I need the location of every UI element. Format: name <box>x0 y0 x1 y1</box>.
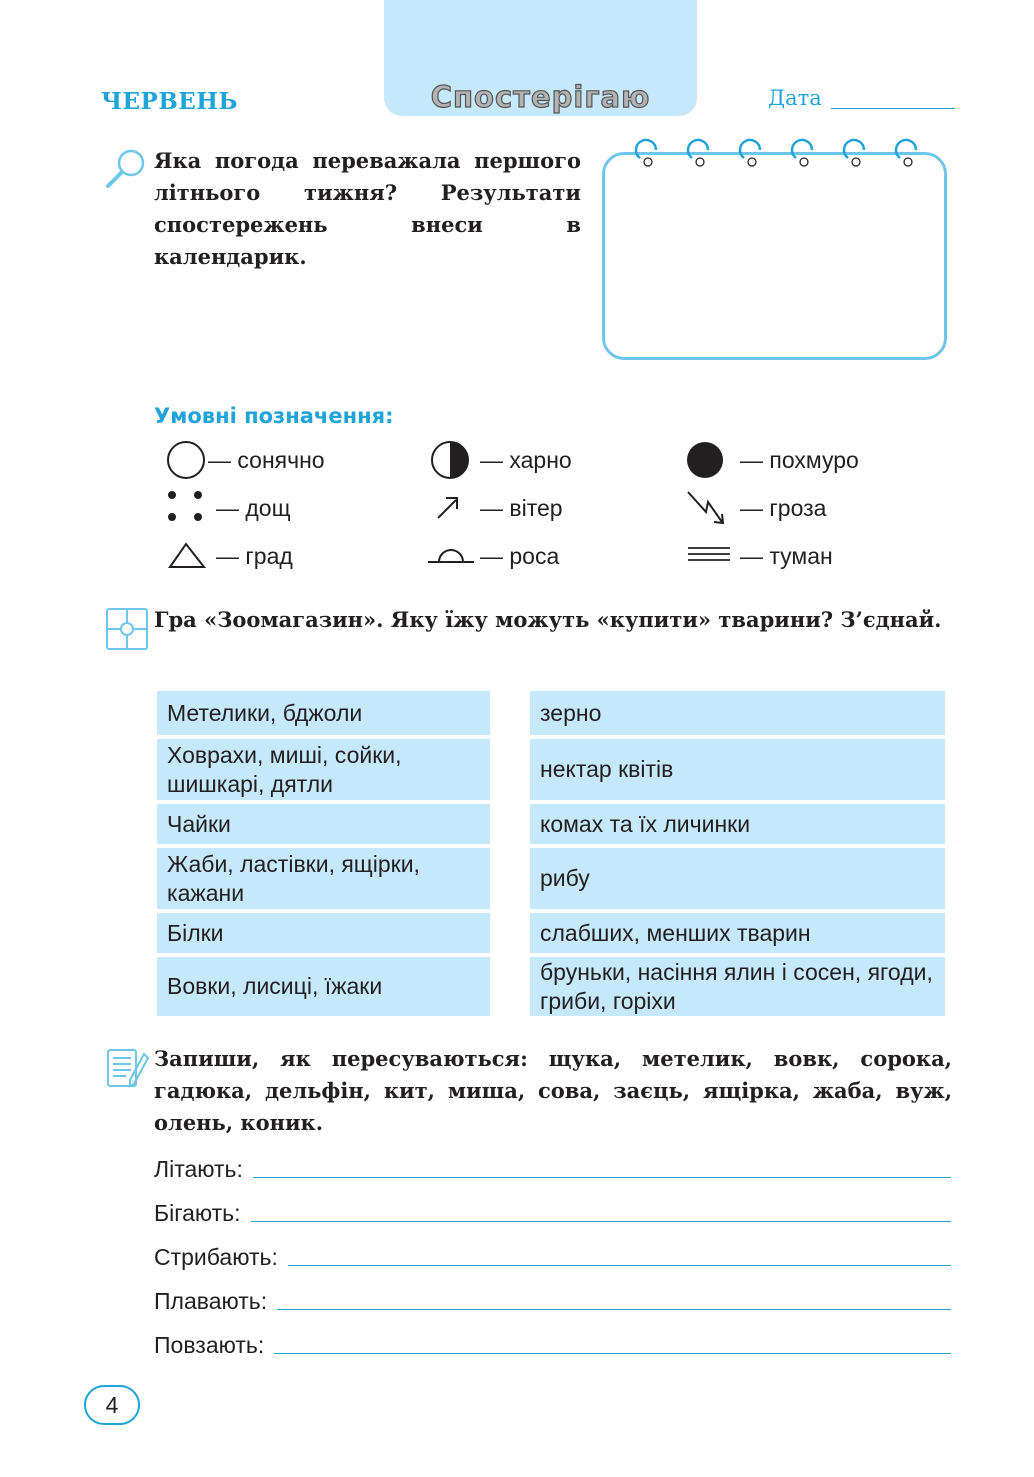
answer-row-fly <box>154 1156 951 1183</box>
animal-cell[interactable]: Метелики, бджоли <box>157 691 490 735</box>
answer-label: Літають: <box>154 1156 243 1182</box>
answer-input[interactable] <box>253 1177 951 1178</box>
legend-title: Умовні позначення: <box>154 404 394 428</box>
notebook-pencil-icon <box>104 1046 150 1092</box>
answer-label: Повзають: <box>154 1332 265 1358</box>
food-cell[interactable]: зерно <box>530 691 945 735</box>
legend-item-dew <box>426 536 559 576</box>
puzzle-icon <box>104 606 150 652</box>
legend-item-cloudy <box>686 440 859 480</box>
answer-input[interactable] <box>274 1353 951 1354</box>
answer-row-crawl <box>154 1332 951 1359</box>
legend-label: — гроза <box>740 494 827 521</box>
calendar-rings <box>630 132 920 174</box>
legend-label: — дощ <box>216 494 291 521</box>
answer-row-jump <box>154 1244 951 1271</box>
month-label: ЧЕРВЕНЬ <box>101 88 239 115</box>
legend-label: — туман <box>740 542 833 569</box>
wind-arrow-icon <box>430 488 480 528</box>
half-circle-icon <box>430 440 480 480</box>
task3-text: Запиши, як пересуваються: щука, метелик, вовк, сорока, гадюка, дельфін, кит, миша, сова, заєць, ящірка, жаба, вуж, олень, коник. <box>154 1046 952 1135</box>
answer-input[interactable] <box>288 1265 951 1266</box>
page-number: 4 <box>84 1385 140 1425</box>
magnifier-icon <box>104 145 150 191</box>
animal-cell[interactable]: Ховрахи, миші, сойки, шишкарі, дятли <box>157 739 490 800</box>
calendar-frame[interactable] <box>602 152 947 360</box>
date-field[interactable] <box>831 108 955 109</box>
legend-label: — град <box>216 542 293 569</box>
filled-circle-icon <box>686 440 740 480</box>
answer-input[interactable] <box>251 1221 951 1222</box>
answer-row-swim <box>154 1288 951 1315</box>
animal-cell[interactable]: Білки <box>157 913 490 953</box>
answer-label: Плавають: <box>154 1288 268 1314</box>
legend-label: — роса <box>480 542 560 569</box>
fog-lines-icon <box>686 536 740 576</box>
answer-input[interactable] <box>277 1309 951 1310</box>
legend-item-rain <box>166 488 291 528</box>
legend-item-fog <box>686 536 833 576</box>
rain-dots-icon <box>166 488 216 528</box>
date-label: Дата <box>768 86 822 110</box>
answer-label: Стрибають: <box>154 1244 278 1270</box>
animal-cell[interactable]: Жаби, ластівки, ящірки, кажани <box>157 848 490 909</box>
legend-item-hail <box>166 536 293 576</box>
food-cell[interactable]: рибу <box>530 848 945 909</box>
hail-triangle-icon <box>166 536 216 576</box>
food-cell[interactable]: бруньки, насіння ялин і сосен, ягоди, гриби, горіхи <box>530 957 945 1016</box>
section-title: Спостерігаю <box>430 80 651 114</box>
food-cell[interactable]: слабших, менших тварин <box>530 913 945 953</box>
legend-item-clear <box>430 440 572 480</box>
legend-item-storm <box>686 488 826 528</box>
animal-cell[interactable]: Вовки, лисиці, їжаки <box>157 957 490 1016</box>
sun-circle-icon <box>166 440 208 480</box>
animal-cell[interactable]: Чайки <box>157 804 490 844</box>
legend-item-wind <box>430 488 563 528</box>
dew-icon <box>426 536 480 576</box>
legend-label: — сонячно <box>208 446 325 473</box>
answer-label: Бігають: <box>154 1200 241 1226</box>
legend-label: — похмуро <box>740 446 859 473</box>
task2-text: Гра «Зоомагазин». Яку їжу можуть «купити» тварини? З’єднай. <box>154 607 942 632</box>
food-cell[interactable]: нектар квітів <box>530 739 945 800</box>
legend-label: — харно <box>480 446 572 473</box>
answer-row-run <box>154 1200 951 1227</box>
legend-label: — вітер <box>480 494 563 521</box>
task1-text: Яка погода переважала першого літнього тижня? Результати спостережень внеси в календарик. <box>154 148 581 269</box>
legend-item-sunny <box>166 440 325 480</box>
food-cell[interactable]: комах та їх личинки <box>530 804 945 844</box>
thunder-icon <box>686 488 740 528</box>
